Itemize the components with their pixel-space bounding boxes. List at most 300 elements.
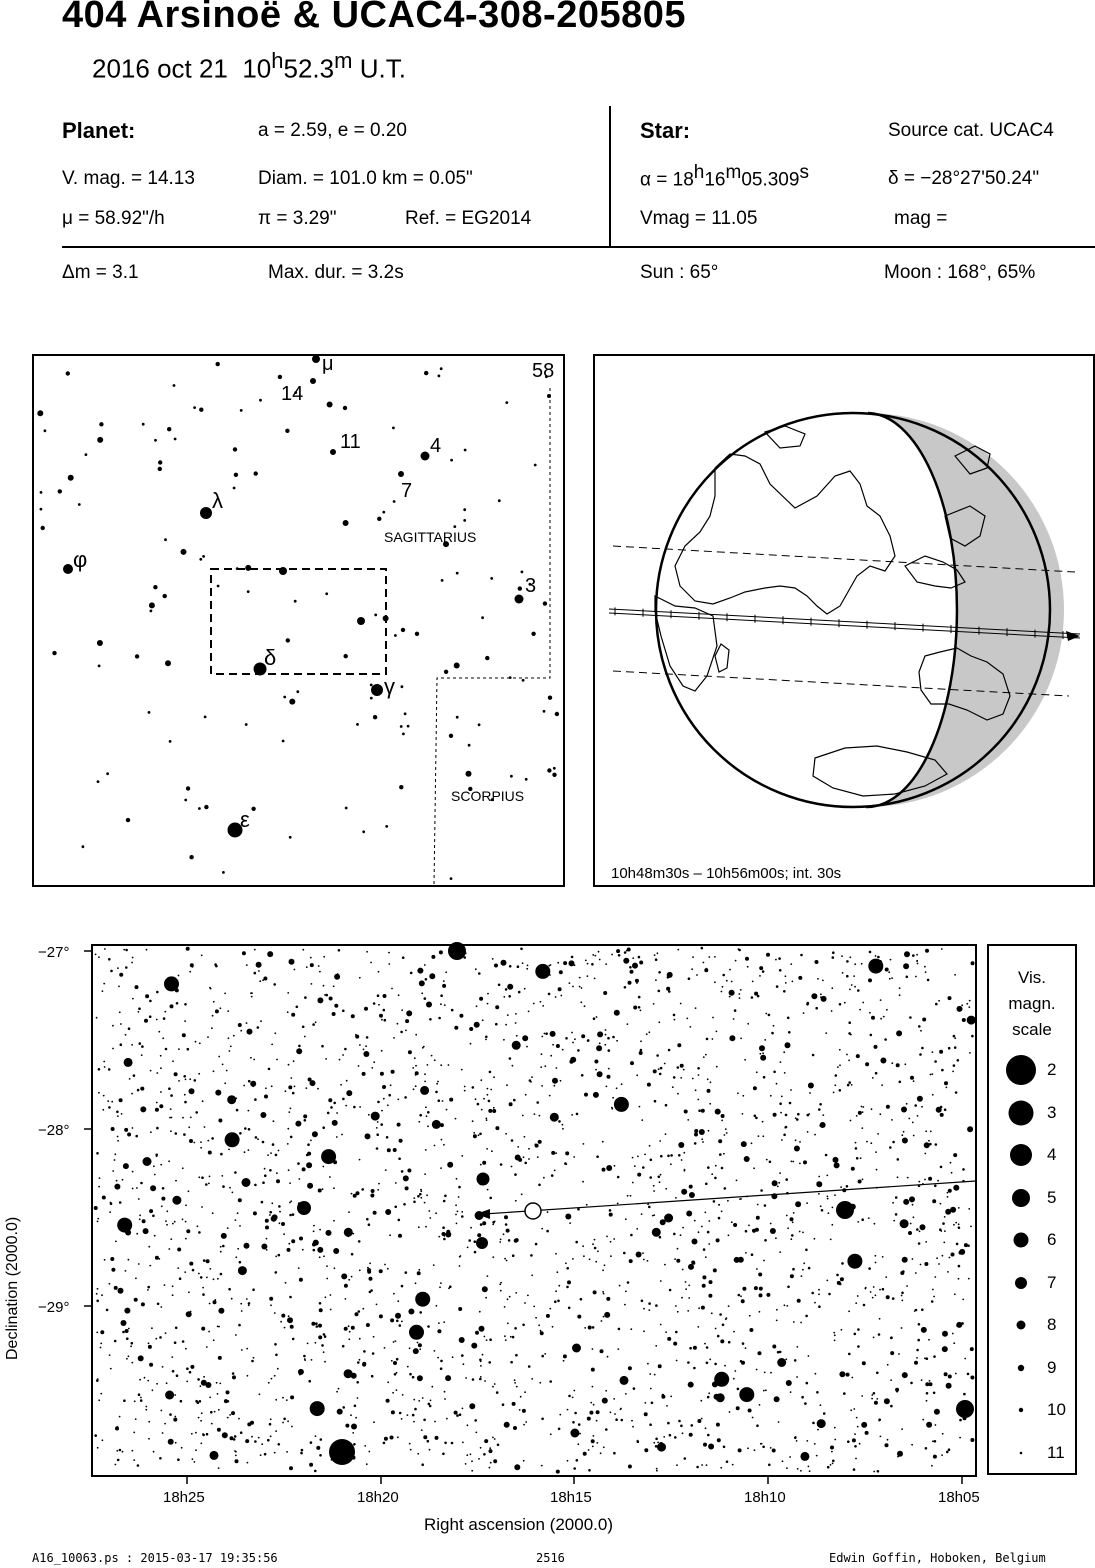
field-star: [729, 1411, 731, 1413]
field-star: [942, 1331, 948, 1337]
field-star: [110, 1257, 114, 1261]
field-star: [372, 1352, 375, 1355]
field-star: [866, 1141, 868, 1143]
field-star: [899, 1081, 902, 1084]
field-star: [112, 1048, 114, 1050]
field-star: [551, 1151, 555, 1155]
field-star: [206, 1277, 208, 1279]
field-star: [832, 1207, 834, 1209]
field-star: [598, 951, 600, 953]
field-star: [432, 1120, 441, 1129]
field-star: [577, 1049, 580, 1052]
star-7: [398, 471, 404, 477]
field-star: [909, 1196, 915, 1202]
field-star: [270, 1304, 272, 1306]
field-star: [612, 1097, 614, 1099]
legend-dot: [1001, 1305, 1051, 1345]
field-star: [131, 1362, 133, 1364]
field-star: [397, 1436, 399, 1438]
field-star: [565, 1163, 567, 1165]
field-star: [228, 1288, 231, 1291]
field-star: [205, 1183, 208, 1186]
field-star: [783, 1051, 785, 1053]
field-star: [509, 1102, 513, 1106]
field-star: [970, 1347, 974, 1351]
field-star: [820, 1404, 822, 1406]
field-star: [535, 964, 550, 979]
hour-unit: h: [271, 48, 284, 73]
field-star: [941, 948, 943, 950]
field-star: [149, 1363, 153, 1367]
field-star: [124, 1128, 128, 1132]
field-star: [628, 1366, 632, 1370]
field-star: [429, 1018, 432, 1021]
field-star: [665, 1331, 667, 1333]
field-star: [288, 1111, 290, 1113]
field-star: [890, 1379, 892, 1381]
field-star: [338, 1388, 340, 1390]
field-star: [550, 1113, 559, 1122]
field-star: [708, 1220, 710, 1222]
field-star: [482, 1161, 486, 1165]
field-star: [417, 1271, 421, 1275]
field-star: [738, 993, 740, 995]
field-star: [950, 1162, 952, 1164]
field-star: [689, 1185, 693, 1189]
field-star: [480, 1223, 483, 1226]
field-star: [501, 960, 507, 966]
field-star: [759, 975, 761, 977]
field-star: [184, 1020, 186, 1022]
field-star: [822, 980, 824, 982]
field-star: [282, 1397, 284, 1399]
field-star: [605, 1390, 607, 1392]
field-star: [278, 1254, 281, 1257]
field-star: [415, 1071, 419, 1075]
magnitude-legend: [987, 944, 1077, 1475]
field-star: [201, 1327, 205, 1331]
field-star: [131, 1044, 133, 1046]
field-star: [459, 1014, 463, 1018]
field-star: [880, 1436, 882, 1438]
field-star: [935, 1003, 938, 1006]
field-star: [395, 1340, 397, 1342]
field-star: [921, 1379, 923, 1381]
field-star: [792, 981, 794, 983]
field-star: [301, 1449, 304, 1452]
bright-star: [477, 1173, 490, 1186]
field-star: [384, 1347, 386, 1349]
field-star: [887, 1439, 889, 1441]
field-star: [377, 1121, 379, 1123]
field-star: [148, 1246, 150, 1248]
field-star: [933, 1355, 936, 1358]
field-star: [800, 1452, 809, 1461]
field-star: [534, 1113, 536, 1115]
field-star: [355, 1417, 357, 1419]
field-star: [790, 1089, 792, 1091]
field-star: [165, 1048, 168, 1051]
faint-star: [173, 384, 176, 387]
faint-star: [531, 632, 535, 636]
field-star: [270, 1435, 272, 1437]
field-star: [649, 1423, 652, 1426]
field-star: [291, 1239, 295, 1243]
star-ra: [640, 162, 809, 191]
field-star: [530, 1254, 533, 1257]
field-star: [742, 1113, 744, 1115]
field-star: [609, 1209, 612, 1212]
field-star: [456, 1414, 459, 1417]
field-star: [872, 1297, 874, 1299]
field-star: [917, 1096, 923, 1102]
field-star: [266, 1249, 268, 1251]
field-star: [440, 1123, 444, 1127]
field-star: [319, 1229, 321, 1231]
field-star: [795, 1139, 797, 1141]
field-star: [461, 1354, 464, 1357]
field-star: [724, 1134, 726, 1136]
field-star: [220, 1251, 222, 1253]
field-star: [930, 1074, 932, 1076]
field-star: [135, 1135, 138, 1138]
field-star: [330, 1106, 333, 1109]
faint-star: [99, 422, 103, 426]
field-star: [948, 1375, 952, 1379]
field-star: [163, 1017, 166, 1020]
field-star: [365, 1045, 367, 1047]
field-star: [211, 1423, 213, 1425]
field-star: [100, 1343, 102, 1345]
bright-star: [956, 1400, 974, 1418]
field-star: [373, 1211, 377, 1215]
field-star: [658, 990, 661, 993]
field-star: [544, 1353, 546, 1355]
field-star: [895, 1196, 898, 1199]
field-star: [565, 1214, 571, 1220]
field-star: [512, 1402, 516, 1406]
field-star: [220, 1246, 222, 1248]
field-star: [241, 1310, 243, 1312]
field-star: [440, 1360, 443, 1363]
field-star: [218, 1326, 220, 1328]
field-star: [724, 1365, 726, 1367]
field-star: [896, 1391, 898, 1393]
field-star: [289, 1214, 292, 1217]
field-star: [774, 1396, 780, 1402]
star-ra-m: m: [725, 162, 742, 183]
field-star: [935, 1424, 937, 1426]
field-star: [429, 973, 435, 979]
field-star: [916, 954, 918, 956]
field-star: [563, 961, 567, 965]
field-star: [628, 1465, 632, 1469]
field-star: [916, 960, 918, 962]
field-star: [589, 1258, 591, 1260]
field-star: [125, 1329, 129, 1333]
field-star: [836, 1274, 839, 1277]
field-star: [198, 1231, 201, 1234]
field-star: [417, 1195, 420, 1198]
field-star: [367, 1270, 371, 1274]
field-star: [268, 1068, 271, 1071]
field-star: [482, 1221, 486, 1225]
field-star: [164, 976, 179, 991]
faint-star: [362, 830, 365, 833]
field-star: [873, 1471, 875, 1473]
field-star: [150, 1185, 156, 1191]
field-star: [381, 1050, 383, 1052]
field-star: [890, 959, 892, 961]
field-star: [323, 1255, 325, 1257]
field-star: [604, 1044, 606, 1046]
field-star: [427, 1125, 429, 1127]
faint-star: [521, 571, 524, 574]
field-star: [478, 1458, 480, 1460]
faint-star: [466, 771, 472, 777]
field-star: [494, 1438, 496, 1440]
field-star: [678, 1142, 684, 1148]
field-star: [170, 1130, 172, 1132]
field-star: [891, 1062, 893, 1064]
field-star: [186, 947, 190, 951]
field-star: [638, 1006, 641, 1009]
faint-star: [234, 473, 238, 477]
field-star: [918, 1242, 921, 1245]
field-star: [169, 1413, 172, 1416]
field-star: [683, 1069, 685, 1071]
faint-star: [233, 447, 237, 451]
field-star: [290, 1136, 293, 1139]
field-star: [217, 1393, 219, 1395]
field-star: [611, 954, 613, 956]
field-star: [317, 1247, 323, 1253]
field-star: [918, 1323, 921, 1326]
field-star: [525, 1094, 527, 1096]
field-star: [209, 1397, 211, 1399]
field-star: [808, 1083, 814, 1089]
field-star: [562, 1049, 564, 1051]
field-star: [705, 1054, 707, 1056]
field-star: [559, 970, 563, 974]
faint-star: [543, 601, 547, 605]
field-star: [380, 1072, 384, 1076]
field-star: [885, 1443, 889, 1447]
field-star: [908, 1118, 910, 1120]
faint-star: [392, 427, 395, 430]
field-star: [873, 1337, 875, 1339]
field-star: [111, 1101, 113, 1103]
field-star: [189, 1371, 192, 1374]
field-star: [210, 1451, 219, 1460]
field-star: [471, 1343, 477, 1349]
field-star: [575, 1241, 578, 1244]
field-star: [597, 1031, 603, 1037]
field-star: [778, 1421, 780, 1423]
field-star: [924, 1262, 928, 1266]
field-star: [219, 1383, 221, 1385]
field-star: [785, 1042, 791, 1048]
detail-chart: [0, 940, 980, 1540]
field-star: [742, 1342, 745, 1345]
field-star: [749, 1315, 751, 1317]
field-star: [736, 1406, 740, 1410]
field-star: [606, 1236, 608, 1238]
field-star: [464, 1086, 466, 1088]
field-star: [726, 1317, 728, 1319]
field-star: [344, 1369, 353, 1378]
field-star: [632, 1157, 634, 1159]
field-star: [546, 1314, 550, 1318]
field-star: [384, 1437, 388, 1441]
faint-star: [450, 459, 453, 462]
field-star: [778, 957, 781, 960]
field-star: [701, 1418, 703, 1420]
field-star: [772, 1449, 776, 1453]
star-gamma: [371, 684, 383, 696]
field-star: [312, 1243, 316, 1247]
field-star: [409, 1325, 424, 1340]
field-star: [924, 1142, 930, 1148]
faint-star: [555, 712, 559, 716]
field-star: [656, 1470, 658, 1472]
field-star: [796, 1376, 798, 1378]
field-star: [855, 1458, 857, 1460]
field-star: [474, 1419, 477, 1422]
field-star: [580, 1001, 582, 1003]
field-star: [116, 1180, 118, 1182]
field-star: [309, 1463, 313, 1467]
field-star: [338, 949, 341, 952]
field-star: [250, 1057, 252, 1059]
label-11: 11: [340, 431, 361, 453]
field-star: [802, 1232, 804, 1234]
field-star: [236, 1109, 239, 1112]
faint-star: [382, 511, 385, 514]
field-star: [925, 1447, 928, 1450]
field-star: [768, 1014, 771, 1017]
field-star: [269, 1214, 271, 1216]
bright-star: [329, 1439, 355, 1465]
field-star: [931, 1073, 933, 1075]
faint-star: [450, 877, 453, 880]
field-star: [886, 1009, 888, 1011]
field-star: [172, 1294, 174, 1296]
field-star: [698, 1109, 701, 1112]
field-star: [491, 1150, 493, 1152]
field-star: [132, 957, 134, 959]
field-star: [235, 1334, 237, 1336]
field-star: [962, 1168, 965, 1171]
field-star: [129, 1078, 131, 1080]
field-star: [876, 1169, 878, 1171]
field-star: [251, 996, 253, 998]
field-star: [222, 1185, 225, 1188]
field-star: [901, 1295, 903, 1297]
field-star: [259, 1393, 261, 1395]
faint-star: [344, 654, 348, 658]
field-star: [839, 1089, 842, 1092]
field-star: [519, 1409, 521, 1411]
field-star: [462, 1442, 464, 1444]
field-star: [712, 1017, 714, 1019]
field-star: [103, 983, 105, 985]
field-star: [548, 993, 551, 996]
field-star: [524, 1302, 526, 1304]
field-star: [770, 1095, 772, 1097]
field-star: [298, 1178, 300, 1180]
field-star: [376, 1133, 379, 1136]
field-star: [190, 1365, 194, 1369]
field-star: [487, 1094, 489, 1096]
field-star: [399, 1412, 402, 1415]
faint-star: [356, 723, 359, 726]
field-star: [220, 1007, 222, 1009]
faint-star: [222, 871, 225, 874]
field-star: [398, 1219, 401, 1222]
field-star: [480, 1164, 482, 1166]
field-star: [964, 1243, 968, 1247]
field-star: [275, 1271, 278, 1274]
field-star: [130, 1345, 132, 1347]
field-star: [848, 1021, 851, 1024]
faint-star: [259, 399, 262, 402]
field-star: [232, 1375, 236, 1379]
field-star: [876, 1398, 878, 1400]
field-star: [820, 1205, 822, 1207]
field-star: [112, 1170, 114, 1172]
field-star: [487, 1088, 489, 1090]
field-star: [388, 1094, 391, 1097]
faint-star: [463, 508, 466, 511]
field-star: [771, 1032, 774, 1035]
field-star: [762, 1121, 764, 1123]
field-star: [149, 1000, 152, 1003]
field-star: [534, 1144, 536, 1146]
field-star: [311, 1359, 313, 1361]
field-star: [456, 1178, 458, 1180]
field-star: [790, 1391, 792, 1393]
field-star: [629, 966, 632, 969]
field-star: [906, 1285, 908, 1287]
field-star: [857, 1345, 860, 1348]
field-star: [303, 1355, 306, 1358]
field-star: [480, 1365, 482, 1367]
field-star: [605, 1029, 607, 1031]
field-star: [675, 1331, 678, 1334]
field-star: [940, 1203, 942, 1205]
field-star: [505, 1133, 507, 1135]
faint-star: [394, 634, 397, 637]
field-star: [401, 1321, 403, 1323]
field-star: [211, 1027, 213, 1029]
field-star: [213, 1300, 217, 1304]
legend-row: [989, 1390, 1081, 1430]
field-star: [363, 1051, 369, 1057]
field-star: [235, 1451, 237, 1453]
field-star: [132, 1188, 134, 1190]
field-star: [718, 1139, 722, 1143]
field-star: [133, 1432, 135, 1434]
field-star: [97, 1221, 99, 1223]
field-star: [934, 1185, 937, 1188]
field-star: [151, 1327, 153, 1329]
label-14: 14: [281, 383, 304, 405]
field-star: [673, 1342, 677, 1346]
field-star: [578, 1423, 581, 1426]
field-star: [784, 1072, 786, 1074]
field-star: [206, 1346, 208, 1348]
